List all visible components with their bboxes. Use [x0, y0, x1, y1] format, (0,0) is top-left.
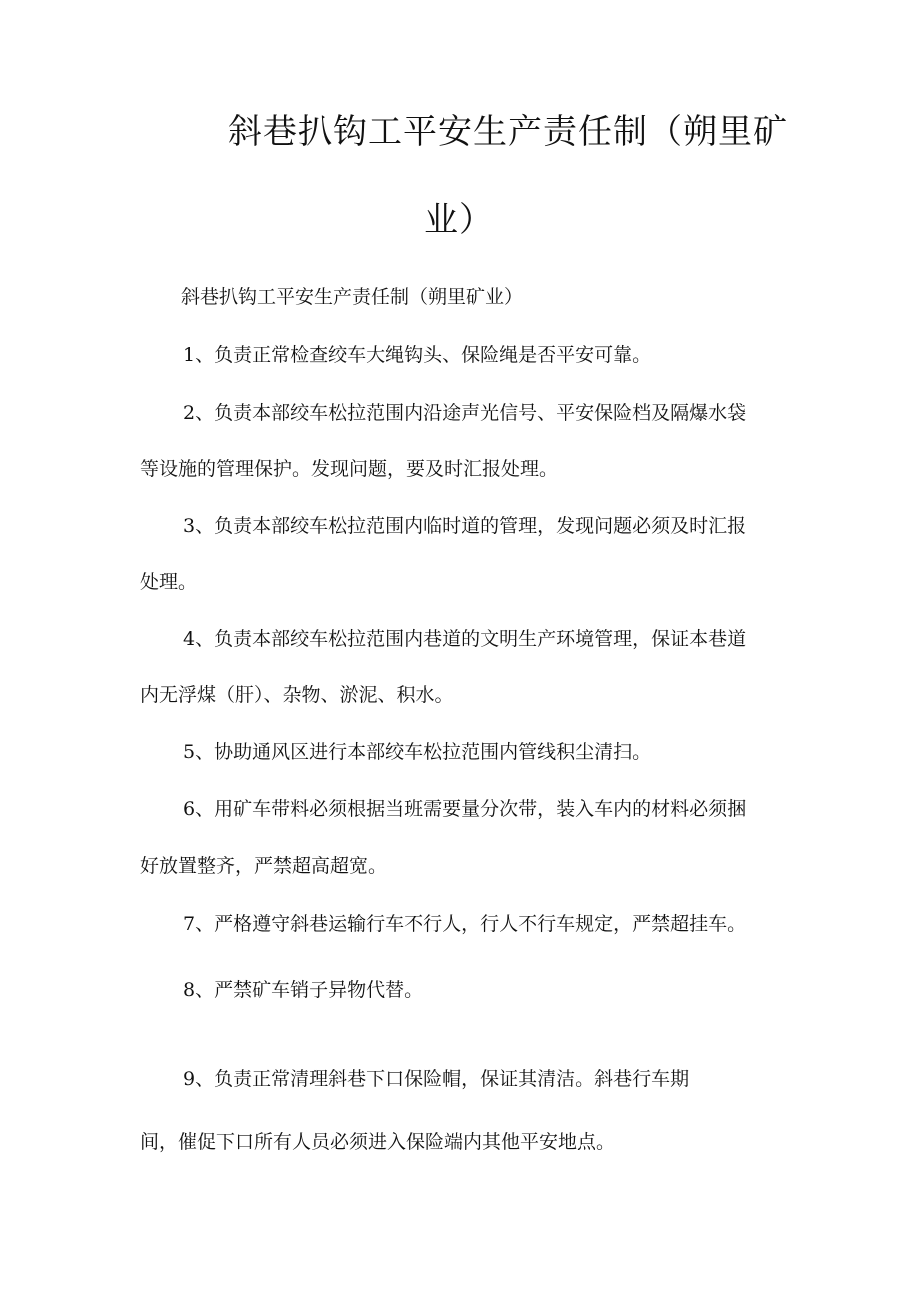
item-6-line-2: 好放置整齐，严禁超高超宽。: [140, 855, 388, 877]
item-5-line-1: 5、协助通风区进行本部绞车松拉范围内管线积尘清扫。: [183, 741, 652, 763]
document-title-line-2: 业）: [424, 200, 494, 240]
item-2-line-2: 等设施的管理保护。发现问题，要及时汇报处理。: [140, 458, 559, 480]
item-9-line-2: 间，催促下口所有人员必须进入保险端内其他平安地点。: [140, 1131, 616, 1153]
item-1-line-1: 1、负责正常检查绞车大绳钩头、保险绳是否平安可靠。: [183, 344, 652, 366]
item-9-line-1: 9、负责正常清理斜巷下口保险帽，保证其清洁。斜巷行车期: [183, 1068, 690, 1090]
item-8-line-1: 8、严禁矿车销子异物代替。: [183, 979, 424, 1001]
item-7-line-1: 7、严格遵守斜巷运输行车不行人，行人不行车规定，严禁超挂车。: [183, 913, 747, 935]
item-3-line-1: 3、负责本部绞车松拉范围内临时道的管理，发现问题必须及时汇报: [183, 515, 747, 537]
item-4-line-2: 内无浮煤（肝）、杂物、淤泥、积水。: [140, 684, 454, 706]
item-3-line-2: 处理。: [140, 571, 198, 593]
document-subtitle: 斜巷扒钩工平安生产责任制（朔里矿业）: [181, 286, 524, 308]
item-6-line-1: 6、用矿车带料必须根据当班需要量分次带，装入车内的材料必须捆: [183, 798, 747, 820]
item-4-line-1: 4、负责本部绞车松拉范围内巷道的文明生产环境管理，保证本巷道: [183, 628, 747, 650]
document-title-line-1: 斜巷扒钩工平安生产责任制（朔里矿: [228, 112, 788, 152]
item-2-line-1: 2、负责本部绞车松拉范围内沿途声光信号、平安保险档及隔爆水袋: [183, 402, 747, 424]
